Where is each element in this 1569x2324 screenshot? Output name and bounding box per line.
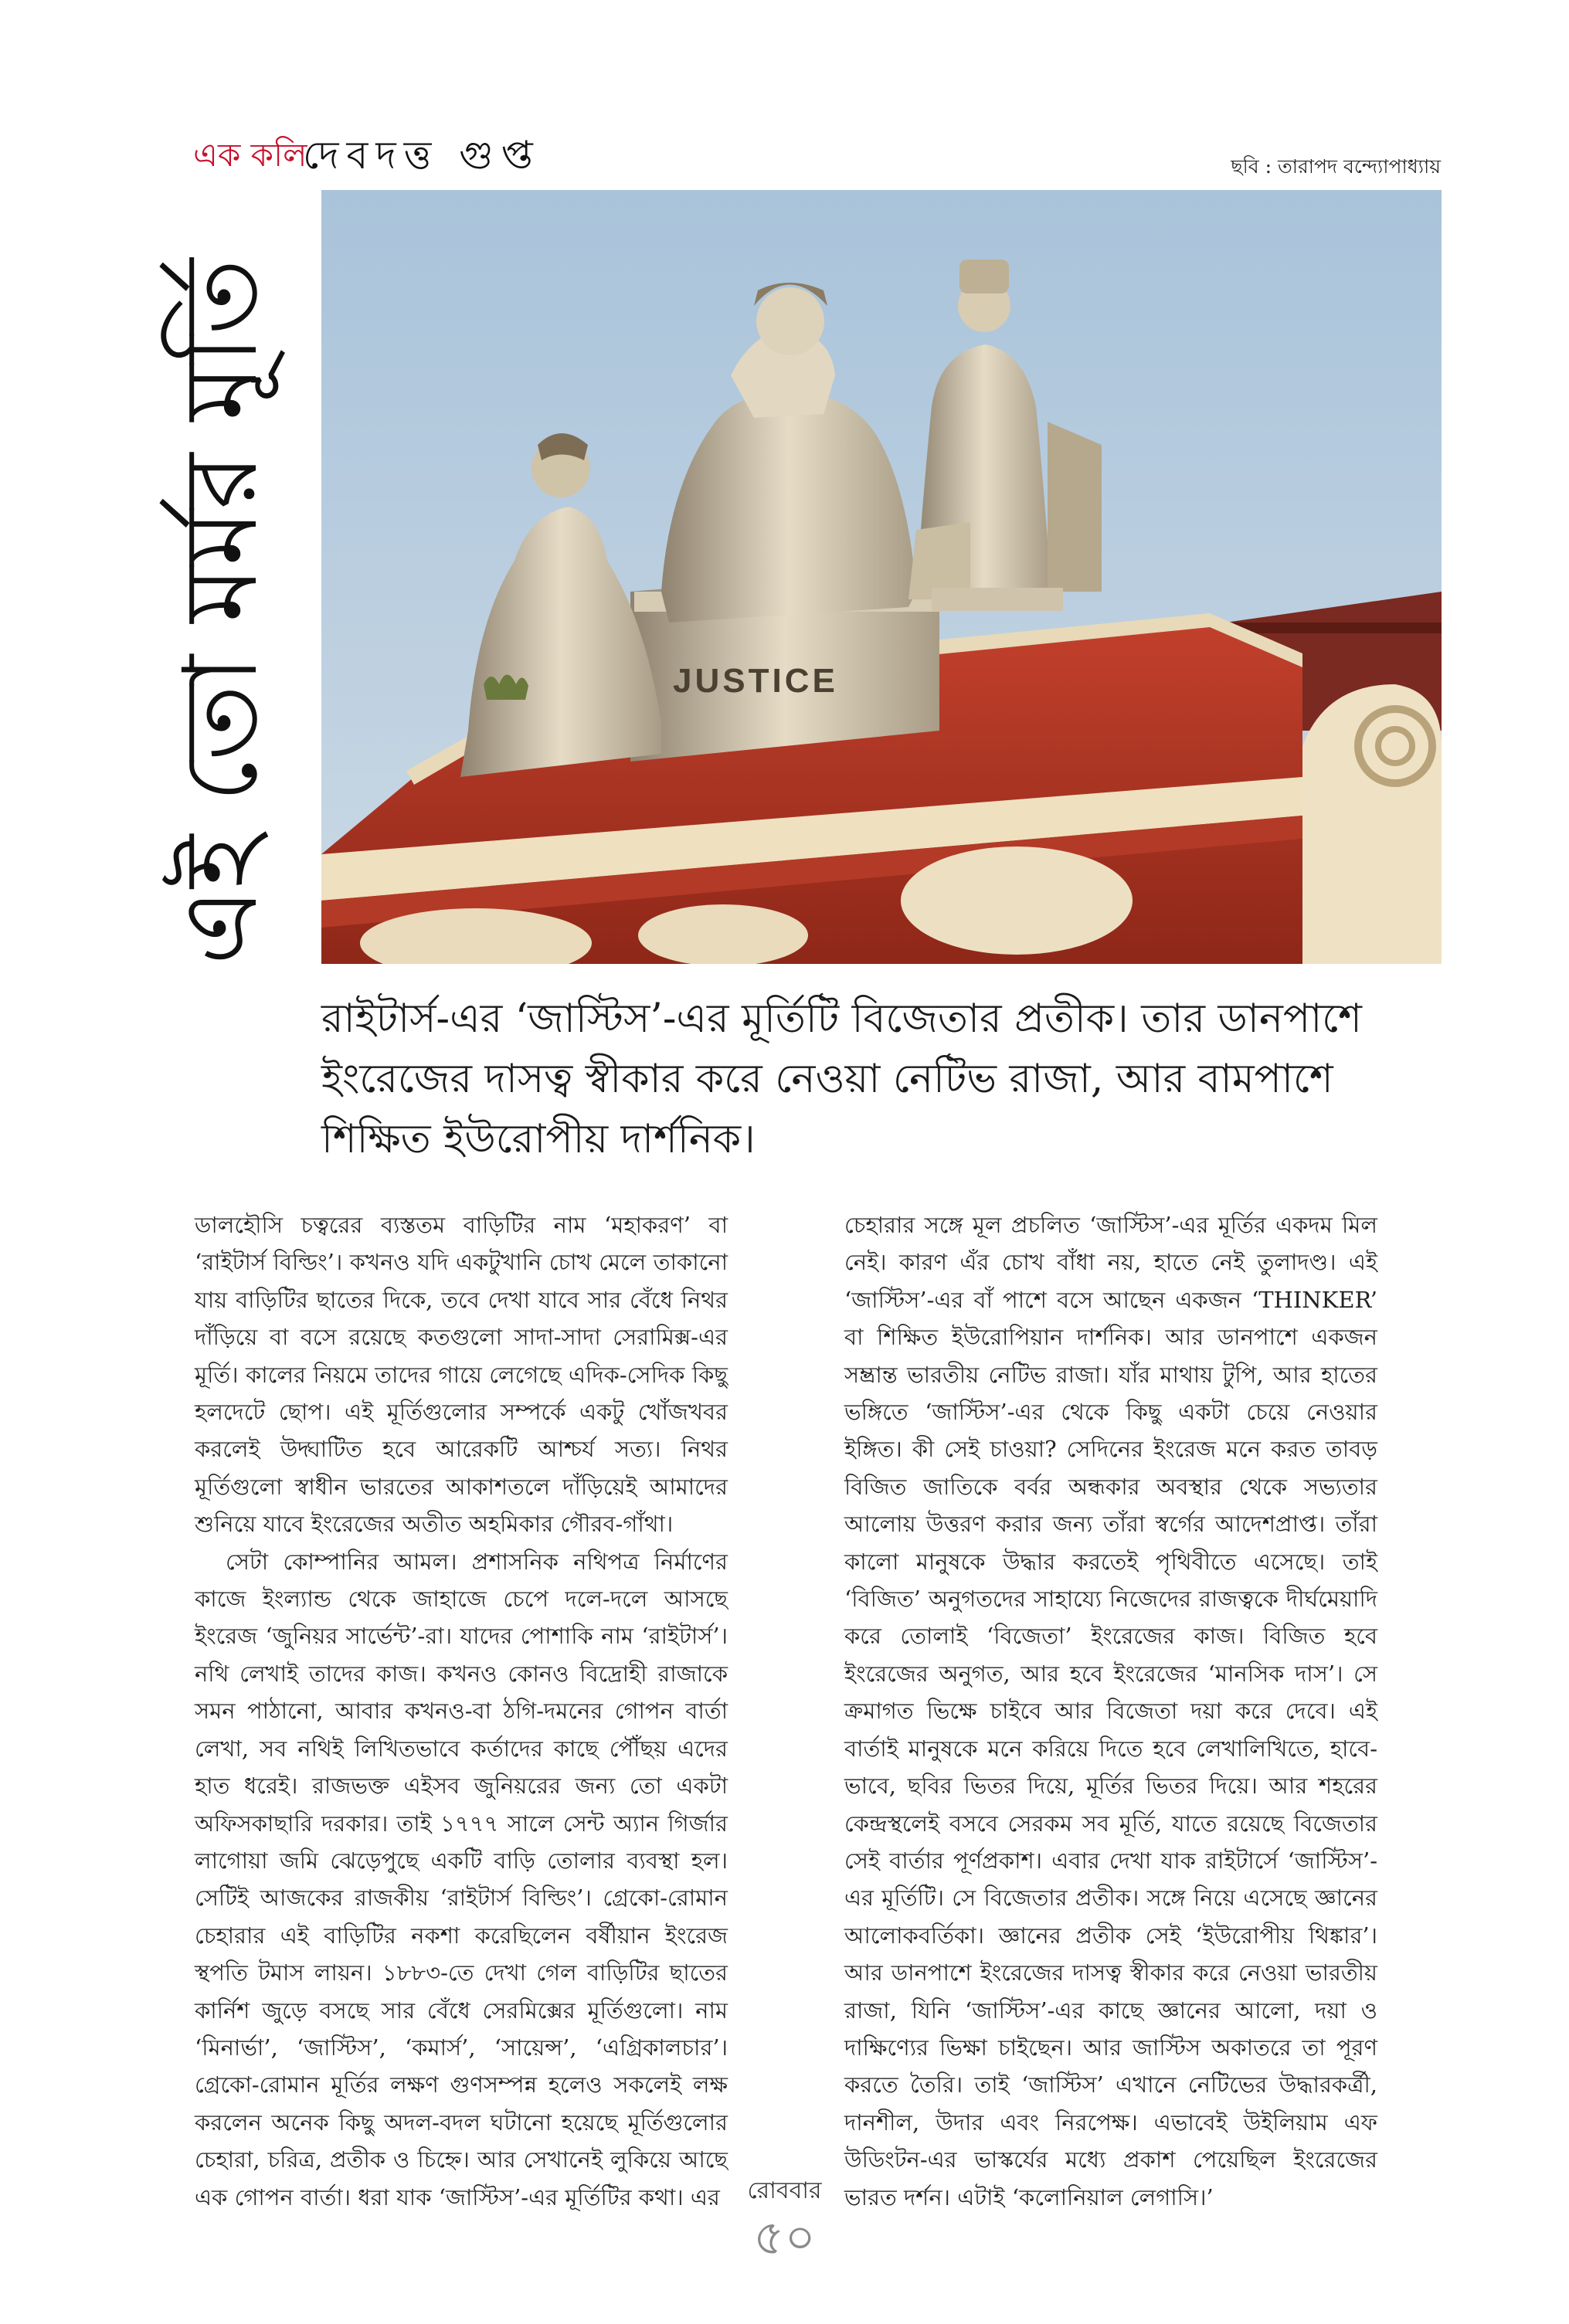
body-paragraph: চেহারার সঙ্গে মূল প্রচলিত ‘জাস্টিস’-এর মূর্তির একদম মিল নেই। কারণ এঁর চোখ বাঁধা নয়, হাতে নেই তুলাদণ্ড। এই ‘জাস্টিস’-এর বাঁ পাশে বসে আছেন একজন ‘THINKER’ বা শিক্ষিত ইউরোপিয়ান দার্শনিক। আর ডানপাশে একজন সম্ভ্রান্ত ভারতীয় নেটিভ রাজা। যাঁর মাথায় টুপি, আর হাতের ভঙ্গিতে ‘জাস্টিস’-এর থেকে কিছু একটা চেয়ে নেওয়ার ইঙ্গিত। কী সেই চাওয়া? সেদিনের ইংরেজ মনে করত তাবড় বিজিত জাতিকে বর্বর অন্ধকার অবস্থার থেকে সভ্যতার আলোয় উত্তরণ করার জন্য তাঁরা স্বর্গের আদেশপ্রাপ্ত। তাঁরা কালো মানুষকে উদ্ধার করতেই পৃথিবীতে এসেছে। তাই ‘বিজিত’ অনুগতদের সাহায্যে নিজেদের রাজত্বকে দীর্ঘমেয়াদি করে তোলাই ‘বিজেতা’ ইংরেজের কাজ। বিজিত হবে ইংরেজের অনুগত, আর হবে ইংরেজের ‘মানসিক দাস’। সে ক্রমাগত ভিক্ষে চাইবে আর বিজেতা দয়া করে দেবে। এই বার্তাই মানুষকে মনে করিয়ে দিতে হবে লেখালিখিতে, হাবে-ভাবে, ছবির ভিতর দিয়ে, মূর্তির ভিতর দিয়ে। আর শহরের কেন্দ্রস্থলেই বসবে সেরকম সব মূর্তি, যাতে রয়েছে বিজেতার সেই বার্তার পূর্ণপ্রকাশ। এবার দেখা যাক রাইটার্সে ‘জাস্টিস’-এর মূর্তিটি। সে বিজেতার প্রতীক। সঙ্গে নিয়ে এসেছে জ্ঞানের আলোকবর্তিকা। জ্ঞানের প্রতীক সেই ‘ইউরোপীয় থিঙ্কার’। আর ডানপাশে ইংরেজের দাসত্ব স্বীকার করে নেওয়া ভারতীয় রাজা, যিনি ‘জাস্টিস’-এর কাছে জ্ঞানের আলো, দয়া ও দাক্ষিণ্যের ভিক্ষা চাইছেন। আর জাস্টিস অকাতরে তা পূরণ করতে তৈরি। তাই ‘জাস্টিস’ এখানে নেটিভের উদ্ধারকর্ত্রী, দানশীল, উদার এবং নিরপেক্ষ। এভাবেই উইলিয়াম এফ উডিংটন-এর ভাস্কর্যের মধ্যে প্রকাশ পেয়েছিল ইংরেজের ভারত দর্শন। এটাই ‘কলোনিয়াল লেগাসি।’ (844, 1212, 1377, 2210)
magazine-name: রোববার (747, 2177, 822, 2204)
photo-credit: ছবি : তারাপদ বন্দ্যোপাধ্যায় (1231, 155, 1441, 178)
article-title-text: এই তো মর্মর মূর্তি (161, 258, 280, 965)
plinth-inscription: JUSTICE (673, 662, 838, 700)
page-number: ৫০ (753, 2209, 816, 2265)
author-name: দেবদত্ত গুপ্ত (303, 133, 541, 178)
body-paragraph: সেটা কোম্পানির আমল। প্রশাসনিক নথিপত্র নির্মাণের কাজে ইংল্যান্ড থেকে জাহাজে চেপে দলে-দলে আসছে ইংরেজ ‘জুনিয়র সার্ভেন্ট’-রা। যাদের পোশাকি নাম ‘রাইটার্স’। নথি লেখাই তাদের কাজ। কখনও কোনও বিদ্রোহী রাজাকে সমন পাঠানো, আবার কখনও-বা ঠগি-দমনের গোপন বার্তা লেখা, সব নথিই লিখিতভাবে কর্তাদের কাছে পৌঁছয় এদের হাত ধরেই। রাজভক্ত এইসব জুনিয়রের জন্য তো একটা অফিসকাছারি দরকার। তাই ১৭৭৭ সালে সেন্ট অ্যান গির্জার লাগোয়া জমি ঝেড়েপুছে একটি বাড়ি তোলার ব্যবস্থা হল। সেটিই আজকের রাজকীয় ‘রাইটার্স বিল্ডিং’। গ্রেকো-রোমান চেহারার এই বাড়িটির নকশা করেছিলেন বর্ষীয়ান ইংরেজ স্থপতি টমাস লায়ন। ১৮৮৩-তে দেখা গেল বাড়িটির ছাতের কার্নিশ জুড়ে বসছে সার বেঁধে সেরমিক্সের মূর্তিগুলো। নাম ‘মিনার্ভা’, ‘জাস্টিস’, ‘কমার্স’, ‘সায়েন্স’, ‘এগ্রিকালচার’। গ্রেকো-রোমান মূর্তির লক্ষণ গুণসম্পন্ন হলেও সকলেই লক্ষ করলেন অনেক কিছু অদল-বদল ঘটানো হয়েছে মূর্তিগুলোর চেহারা, চরিত্র, প্রতীক ও চিহ্নে। আর সেখানেই লুকিয়ে আছে এক গোপন বার্তা। ধরা যাক ‘জাস্টিস’-এর মূর্তিটির কথা। এর (195, 1548, 728, 2210)
body-column-left (195, 1206, 728, 2216)
body-column-right (844, 1206, 1377, 2216)
section-label: এক কলি (193, 136, 307, 174)
statue-illustration (321, 190, 1442, 964)
body-paragraph: ডালহৌসি চত্বরের ব্যস্ততম বাড়িটির নাম ‘মহাকরণ’ বা ‘রাইটার্স বিল্ডিং’। কখনও যদি একটুখানি চোখ মেলে তাকানো যায় বাড়িটির ছাতের দিকে, তবে দেখা যাবে সার বেঁধে নিথর দাঁড়িয়ে বা বসে রয়েছে কতগুলো সাদা-সাদা সেরামিক্স-এর মূর্তি। কালের নিয়মে তাদের গায়ে লেগেছে এদিক-সেদিক কিছু হলদেটে ছোপ। এই মূর্তিগুলোর সম্পর্কে একটু খোঁজখবর করলেই উদ্ঘাটিত হবে আরেকটি আশ্চর্য সত্য। নিথর মূর্তিগুলো স্বাধীন ভারতের আকাশতলে দাঁড়িয়েই আমাদের শুনিয়ে যাবে ইংরেজের অতীত অহমিকার গৌরব-গাঁথা। (195, 1212, 728, 1538)
photo-caption: রাইটার্স-এর ‘জাস্টিস’-এর মূর্তিটি বিজেতার প্রতীক। তার ডানপাশে ইংরেজের দাসত্ব স্বীকার করে নেওয়া নেটিভ রাজা, আর বামপাশে শিক্ষিত ইউরোপীয় দার্শনিক। (321, 996, 1362, 1162)
justice-statue-photo (321, 190, 1442, 964)
